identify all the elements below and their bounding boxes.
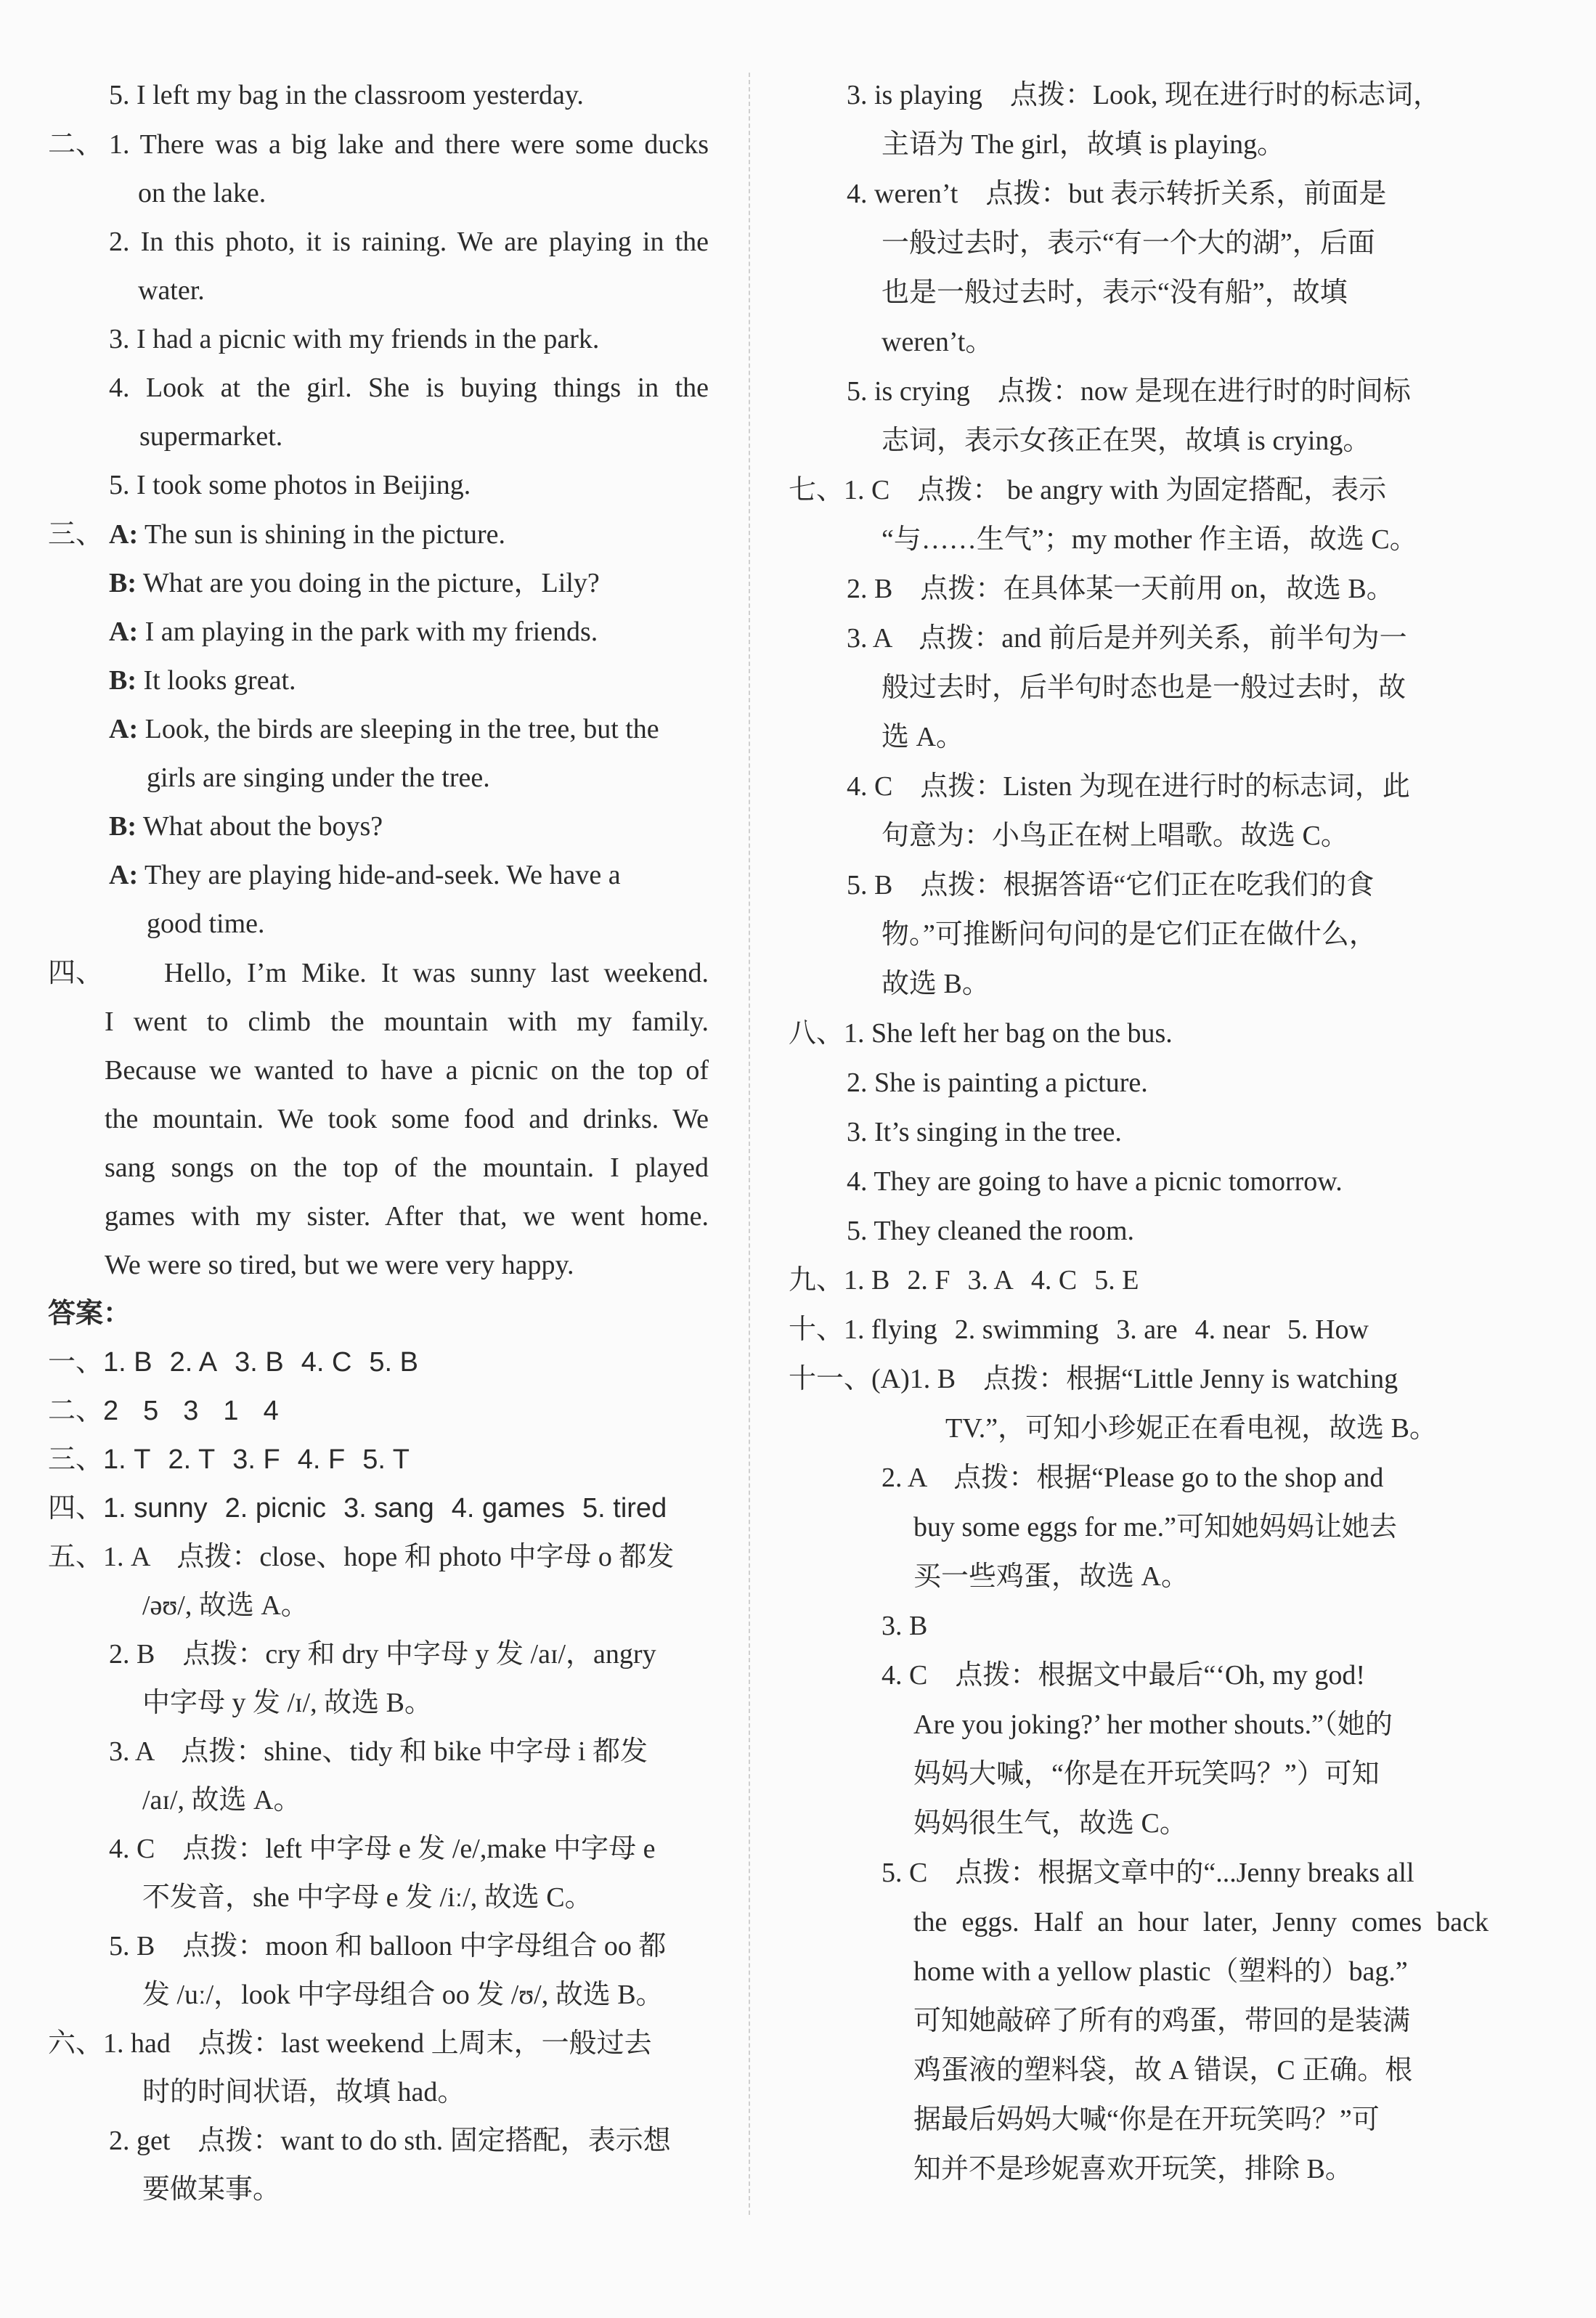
sec7-item1: 七、1. C 点拨： be angry with 为固定搭配，表示 xyxy=(789,475,1387,505)
answer: 3 xyxy=(183,1396,199,1426)
dialogue-line-4 xyxy=(109,660,296,701)
sec5-item3-cont: /aɪ/, 故选 A。 xyxy=(142,1785,301,1815)
sec5-item4-cont: 不发音，she 中字母 e 发 /iː/, 故选 C。 xyxy=(142,1882,593,1913)
sec11-item3: 3. B xyxy=(882,1611,928,1641)
sec5-item5: 5. B 点拨：moon 和 balloon 中字母组合 oo 都 xyxy=(109,1931,667,1961)
sec5-item4: 4. C 点拨：left 中字母 e 发 /e/,make 中字母 e xyxy=(109,1834,656,1864)
answer: 2. T xyxy=(168,1444,216,1475)
dialogue-line-2 xyxy=(109,563,600,603)
answer: 2. F xyxy=(907,1265,950,1296)
answer: 3. sang xyxy=(343,1493,434,1524)
answer: 4. F xyxy=(297,1444,346,1475)
sec2-item3: 3. I had a picnic with my friends in the park. xyxy=(109,324,600,354)
sec2-item4-cont: supermarket. xyxy=(139,421,283,452)
section-3-mark: 三、 xyxy=(48,519,104,550)
answer: 三、1. T xyxy=(48,1444,151,1475)
answers-title: 答案： xyxy=(48,1298,131,1329)
section-4-mark: 四、 xyxy=(48,958,104,988)
answer: 4 xyxy=(263,1396,279,1426)
passage-line-1: Hello, I’m Mike. It was sunny last weekend. xyxy=(164,958,709,988)
sec7-item3-cont-1: 般过去时，后半句时态也是一般过去时，故 xyxy=(882,672,1406,703)
sec11-item2-cont-2: 买一些鸡蛋，故选 A。 xyxy=(913,1561,1189,1592)
speaker: A: xyxy=(109,519,139,550)
sec6-item1: 六、1. had 点拨：last weekend 上周末，一般过去 xyxy=(48,2028,652,2059)
answer: 一、1. B xyxy=(48,1347,152,1378)
sec11-item5: 5. C 点拨：根据文章中的“...Jenny breaks all xyxy=(882,1858,1414,1888)
dialogue-text: It looks great. xyxy=(143,665,296,696)
answer: 5 xyxy=(143,1396,159,1426)
dialogue-line-6 xyxy=(109,806,383,847)
answer: 5. tired xyxy=(582,1493,667,1524)
section-2-mark: 二、 xyxy=(48,129,104,160)
sec2-item1-cont: on the lake. xyxy=(138,178,266,208)
answer: 四、1. sunny xyxy=(48,1493,208,1524)
passage-line-4: the mountain. We took some food and drinks. We xyxy=(105,1104,709,1134)
dialogue-text: They are playing hide-and-seek. We have a xyxy=(144,860,621,890)
answer: 4. C xyxy=(301,1347,352,1378)
dialogue-text: What are you doing in the picture，Lily? xyxy=(142,568,600,598)
answer: 4. games xyxy=(451,1493,566,1524)
sec1-item5: 5. I left my bag in the classroom yesterday. xyxy=(109,80,584,110)
sec8-item5: 5. They cleaned the room. xyxy=(847,1216,1135,1246)
sec2-item4: 4. Look at the girl. She is buying things in the xyxy=(109,373,709,403)
answer: 2. A xyxy=(169,1347,218,1378)
sec6-item4: 4. weren’t 点拨：but 表示转折关系，前面是 xyxy=(847,179,1387,209)
answer-row-4 xyxy=(48,1488,667,1529)
answer: 九、1. B xyxy=(789,1265,890,1296)
sec2-item1: 1. There was a big lake and there were some ducks xyxy=(109,129,709,160)
sec8-item4: 4. They are going to have a picnic tomorrow. xyxy=(847,1166,1343,1197)
sec9-answers xyxy=(789,1260,1139,1301)
answer: 5. T xyxy=(362,1444,410,1475)
sec11-item1-cont: TV.”，可知小珍妮正在看电视，故选 B。 xyxy=(945,1413,1437,1444)
dialogue-line-1 xyxy=(109,514,505,555)
answer: 2. swimming xyxy=(954,1314,1099,1345)
sec8-item3: 3. It’s singing in the tree. xyxy=(847,1117,1122,1147)
speaker: B: xyxy=(109,568,137,598)
sec5-item2-cont: 中字母 y 发 /ɪ/, 故选 B。 xyxy=(142,1688,433,1718)
sec6-item4-cont-3: weren’t。 xyxy=(882,327,993,357)
answer-row-1 xyxy=(48,1342,418,1383)
sec7-item1-cont: “与……生气”；my mother 作主语，故选 C。 xyxy=(882,524,1417,555)
sec7-item4: 4. C 点拨：Listen 为现在进行时的标志词，此 xyxy=(847,771,1410,802)
sec11-item5-cont-4: 鸡蛋液的塑料袋，故 A 错误，C 正确。根 xyxy=(913,2055,1413,2086)
sec11-item2: 2. A 点拨：根据“Please go to the shop and xyxy=(882,1463,1384,1493)
sec2-item2-cont: water. xyxy=(138,275,205,306)
sec6-item4-cont-2: 也是一般过去时，表示“没有船”，故填 xyxy=(882,277,1348,308)
sec11-item4-cont-2: 妈妈大喊，“你是在开玩笑吗？”）可知 xyxy=(913,1759,1380,1789)
answer-row-2 xyxy=(48,1391,279,1431)
passage-line-7: We were so tired, but we were very happy. xyxy=(105,1250,574,1280)
sec8-item2: 2. She is painting a picture. xyxy=(847,1068,1148,1098)
sec7-item2: 2. B 点拨：在具体某一天前用 on，故选 B。 xyxy=(847,574,1394,604)
dialogue-text: The sun is shining in the picture. xyxy=(144,519,506,550)
sec11-item4-cont-3: 妈妈很生气，故选 C。 xyxy=(913,1808,1187,1839)
sec6-item5: 5. is crying 点拨：now 是现在进行时的时间标 xyxy=(847,376,1411,407)
speaker: A: xyxy=(109,617,139,647)
answer-row-3 xyxy=(48,1439,410,1480)
speaker: B: xyxy=(109,811,137,842)
dialogue-line-5-cont: girls are singing under the tree. xyxy=(147,762,490,793)
answer: 3. F xyxy=(232,1444,280,1475)
sec2-item2: 2. In this photo, it is raining. We are playing in the xyxy=(109,227,709,257)
answer: 十、1. flying xyxy=(789,1314,937,1345)
speaker: A: xyxy=(109,860,139,890)
dialogue-text: Look, the birds are sleeping in the tree, but the xyxy=(144,714,659,744)
answer: 5. How xyxy=(1287,1314,1369,1345)
sec11-item5-cont-6: 知并不是珍妮喜欢开玩笑，排除 B。 xyxy=(913,2154,1353,2184)
sec5-item2: 2. B 点拨：cry 和 dry 中字母 y 发 /aɪ/，angry xyxy=(109,1639,656,1670)
answer: 5. B xyxy=(369,1347,419,1378)
sec11-item5-cont-2: home with a yellow plastic（塑料的）bag.” xyxy=(913,1956,1408,1987)
dialogue-line-5 xyxy=(109,709,709,749)
sec6-item5-cont: 志词，表示女孩正在哭，故填 is crying。 xyxy=(882,426,1371,456)
answer: 5. E xyxy=(1094,1265,1139,1296)
answer: 1 xyxy=(223,1396,239,1426)
sec6-item3-cont: 主语为 The girl，故填 is playing。 xyxy=(882,129,1285,160)
sec11-item5-cont-3: 可知她敲碎了所有的鸡蛋，带回的是装满 xyxy=(913,2006,1411,2036)
sec7-item5-cont-2: 故选 B。 xyxy=(882,969,990,999)
answer: 4. near xyxy=(1194,1314,1271,1345)
sec7-item4-cont: 句意为：小鸟正在树上唱歌。故选 C。 xyxy=(882,821,1348,851)
answer: 4. C xyxy=(1030,1265,1078,1296)
speaker: B: xyxy=(109,665,137,696)
answer: 3. B xyxy=(235,1347,284,1378)
sec6-item4-cont-1: 一般过去时，表示“有一个大的湖”，后面 xyxy=(882,228,1375,259)
sec11-item4-cont-1: Are you joking?’ her mother shouts.”（她的 xyxy=(913,1709,1393,1740)
dialogue-line-7 xyxy=(109,855,709,895)
sec5-item1: 五、1. A 点拨：close、hope 和 photo 中字母 o 都发 xyxy=(48,1542,675,1572)
column-divider xyxy=(749,73,750,2215)
sec11-item4: 4. C 点拨：根据文中最后“‘Oh, my god! xyxy=(882,1660,1366,1691)
passage-line-6: games with my sister. After that, we went home. xyxy=(105,1201,709,1232)
sec11-item5-cont-5: 据最后妈妈大喊“你是在开玩笑吗？”可 xyxy=(913,2104,1380,2135)
answer: 二、2 xyxy=(48,1396,119,1426)
sec11-item5-cont-1: the eggs. Half an hour later, Jenny comes back xyxy=(913,1907,1489,1937)
sec7-item3-cont-2: 选 A。 xyxy=(882,722,964,752)
passage-line-5: sang songs on the top of the mountain. I played xyxy=(105,1152,709,1183)
answer: 2. picnic xyxy=(224,1493,327,1524)
dialogue-line-3 xyxy=(109,611,598,652)
sec5-item5-cont: 发 /uː/，look 中字母组合 oo 发 /ʊ/, 故选 B。 xyxy=(142,1980,664,2010)
sec11-item1: 十一、(A)1. B 点拨：根据“Little Jenny is watching xyxy=(789,1364,1398,1394)
sec6-item1-cont: 时的时间状语，故填 had。 xyxy=(142,2077,465,2107)
dialogue-line-7-cont: good time. xyxy=(147,908,265,939)
dialogue-text: I am playing in the park with my friends. xyxy=(144,617,598,647)
sec6-item3: 3. is playing 点拨：Look, 现在进行时的标志词， xyxy=(847,80,1441,110)
sec6-item2-cont: 要做某事。 xyxy=(142,2174,281,2205)
sec7-item5: 5. B 点拨：根据答语“它们正在吃我们的食 xyxy=(847,870,1375,900)
dialogue-text: What about the boys? xyxy=(142,811,383,842)
sec7-item3: 3. A 点拨：and 前后是并列关系，前半句为一 xyxy=(847,623,1407,654)
sec7-item5-cont-1: 物。”可推断问句问的是它们正在做什么， xyxy=(882,919,1377,950)
sec6-item2: 2. get 点拨：want to do sth. 固定搭配，表示想 xyxy=(109,2126,671,2156)
sec10-answers xyxy=(789,1309,1369,1350)
sec2-item5: 5. I took some photos in Beijing. xyxy=(109,470,471,500)
sec5-item1-cont: /əʊ/, 故选 A。 xyxy=(142,1590,309,1621)
sec8-item1: 八、1. She left her bag on the bus. xyxy=(789,1018,1173,1049)
passage-line-3: Because we wanted to have a picnic on the top of xyxy=(105,1055,709,1086)
passage-line-2: I went to climb the mountain with my family. xyxy=(105,1006,709,1037)
sec11-item2-cont-1: buy some eggs for me.”可知她妈妈让她去 xyxy=(913,1512,1397,1542)
speaker: A: xyxy=(109,714,139,744)
answer: 3. are xyxy=(1116,1314,1178,1345)
answer: 3. A xyxy=(967,1265,1014,1296)
sec5-item3: 3. A 点拨：shine、tidy 和 bike 中字母 i 都发 xyxy=(109,1736,648,1767)
